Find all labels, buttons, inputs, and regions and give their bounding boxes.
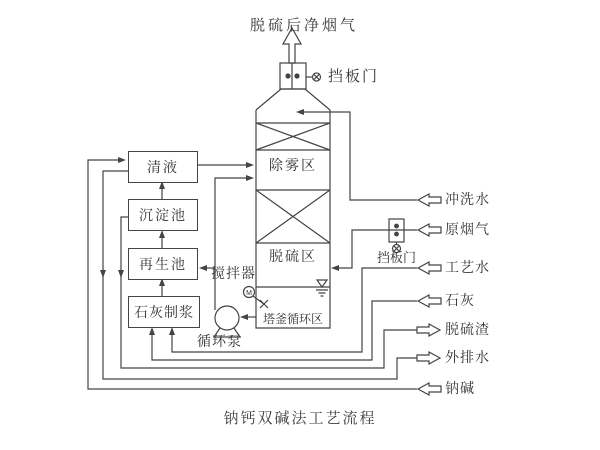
drain-label: 外排水 [445, 349, 490, 365]
soda-label: 钠碱 [445, 380, 475, 396]
raw-gas-label: 原烟气 [445, 221, 490, 237]
process-water-label: 工艺水 [445, 259, 490, 275]
stack-damper-icon [280, 63, 321, 89]
lime-arrow-icon [418, 295, 441, 307]
flush-water-label: 冲洗水 [445, 191, 490, 207]
slag-arrow-icon [417, 324, 440, 336]
side-damper-label: 挡板门 [377, 250, 417, 265]
flush-water-arrow-icon [418, 194, 441, 206]
soda-arrow-icon [418, 383, 441, 395]
motor-letter: M [246, 290, 252, 297]
lime-slurry-tank: 石灰制浆 [128, 296, 200, 328]
diagram-title: 钠钙双碱法工艺流程 [223, 410, 377, 427]
demister-zone-label: 除雾区 [269, 157, 317, 173]
settling-tank: 沉淀池 [128, 199, 198, 231]
agitator-label: 搅拌器 [211, 265, 256, 281]
raw-gas-arrow-icon [418, 224, 441, 236]
pump-label: 循环泵 [197, 333, 242, 349]
stream-arrows [417, 194, 441, 395]
regeneration-tank: 再生池 [128, 248, 198, 280]
lime-label: 石灰 [445, 292, 475, 308]
top-damper-label: 挡板门 [328, 68, 380, 85]
drain-arrow-icon [417, 352, 440, 364]
liquid-level-icon [316, 280, 328, 296]
clear-liquid-tank: 清液 [128, 151, 198, 183]
slag-label: 脱硫渣 [445, 321, 490, 337]
absorber-zone-label: 脱硫区 [269, 248, 317, 264]
sump-zone-label: 塔釜循环区 [262, 312, 323, 326]
process-water-arrow-icon [418, 262, 441, 274]
clean-gas-label: 脱硫后净烟气 [250, 17, 359, 34]
absorber-tower-outline [256, 89, 330, 328]
side-damper-icon [389, 219, 404, 253]
